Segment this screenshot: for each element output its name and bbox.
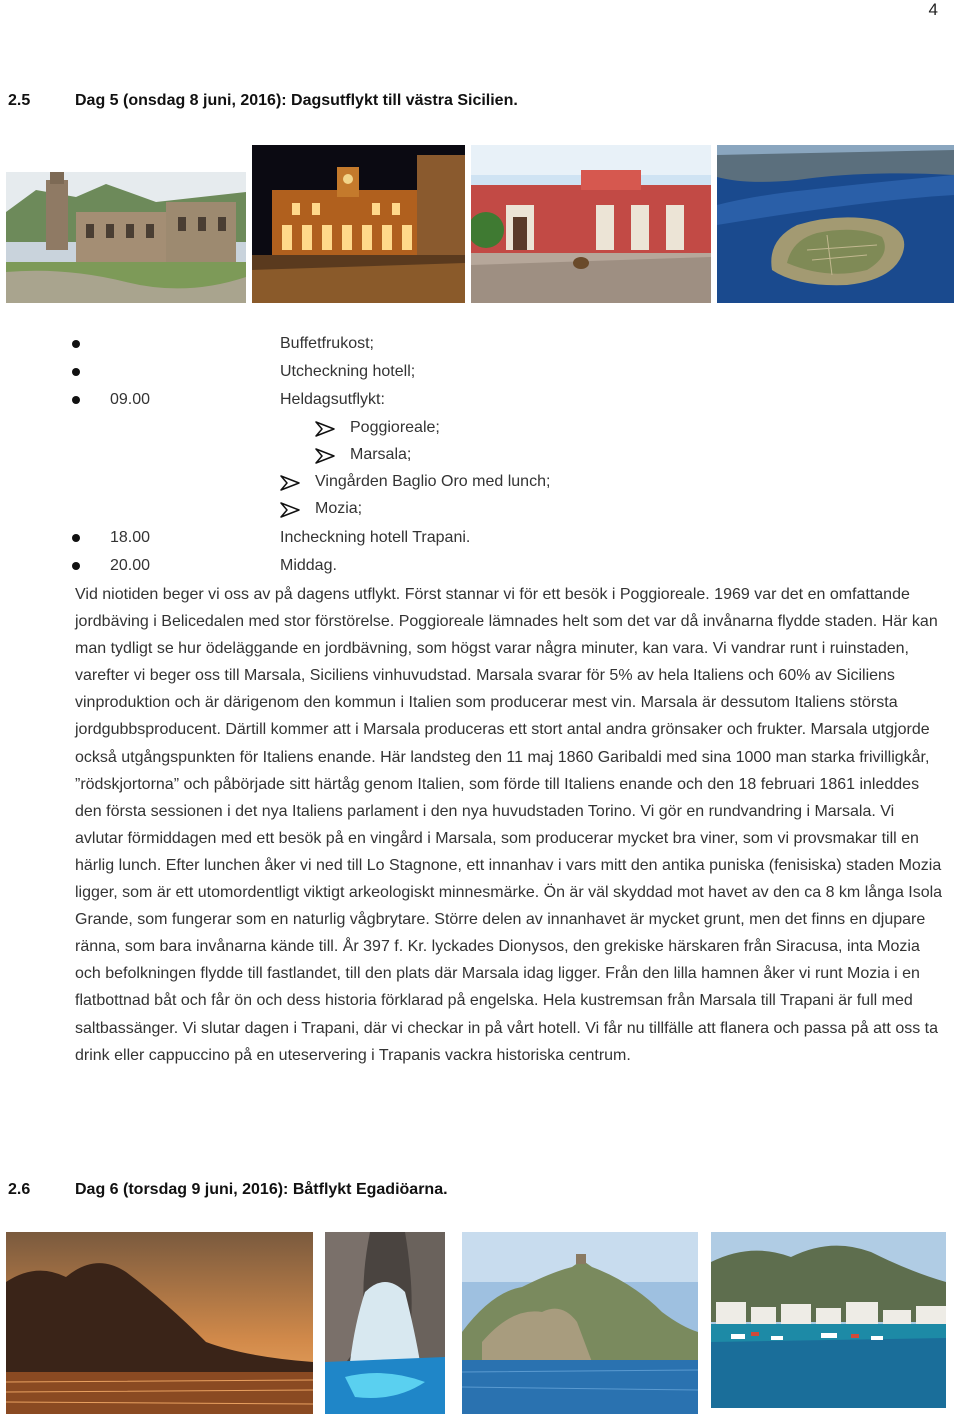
photo-winery-baglio-oro (471, 145, 711, 303)
bullet-icon (72, 368, 80, 376)
photo-sunset-island (6, 1232, 313, 1414)
section-heading-2-5 (8, 92, 518, 110)
bullet-icon (72, 534, 80, 542)
schedule-desc: Incheckning hotell Trapani. (280, 529, 471, 546)
section-number: 2.5 (8, 92, 31, 109)
excursion-stop-label: Poggioreale; (350, 419, 440, 436)
photo-harbor-village (711, 1232, 946, 1408)
arrow-bullet-icon (280, 502, 300, 518)
arrow-bullet-icon (315, 448, 335, 464)
schedule-time: 09.00 (110, 391, 151, 408)
schedule-item (0, 336, 960, 362)
schedule-item (0, 364, 960, 390)
section-title: Dag 5 (onsdag 8 juni, 2016): Dagsutflykt till västra Sicilien. (75, 92, 518, 109)
excursion-stop-label: Vingården Baglio Oro med lunch; (315, 473, 551, 490)
section-title: Dag 6 (torsdag 9 juni, 2016): Båtflykt Egadiöarna. (75, 1181, 448, 1198)
photo-poggioreale-ruins (6, 172, 246, 303)
bullet-icon (72, 562, 80, 570)
schedule-desc: Utcheckning hotell; (280, 363, 416, 380)
photo-coastal-cliff-castle (462, 1232, 698, 1414)
excursion-stop-label: Mozia; (315, 500, 363, 517)
photo-mozia-island-aerial (717, 145, 954, 303)
arrow-bullet-icon (280, 475, 300, 491)
day-description: Vid niotiden beger vi oss av på dagens utflykt. Först stannar vi för ett besök i Poggioreale. 1969 var det en omfattande jordbäving i Belicedalen med stor förstörelse. Poggioreale lämnades helt som det var då invånarna flydde staden. Här kan man tydligt se hur ödeläggande en jordbävning, som högst varar några minuter, kan vara. Vi vandrar runt i ruinstaden, varefter vi beger oss till Marsala, Siciliens vinhuvudstad. Marsala svarar för 5% av hela Italiens och 60% av Siciliens vinproduktion och är därigenom den kommun i Italien som producerar mest vin. Marsala är dessutom Italiens största jordgubbsproducent. Därtill kommer att i Marsala produceras ett stort antal andra grönsaker och frukter. Marsala utgjorde också utgångspunkten för Italiens enande. Här landsteg den 11 maj 1860 Garibaldi med sina 1000 man starka frivilligkår, ”rödskjortorna” och påbörjade sitt härtåg genom Italien, som förde till Italiens enande och den 18 februari 1861 inleddes den första sessionen i det nya Italiens parlament i den nya huvudstaden Torino. Vi gör en rundvandring i Marsala. Vi avlutar förmiddagen med ett besök på en vingård i Marsala, som producerar mycket bra viner, som vi provsmakar till en härlig lunch. Efter lunchen åker vi ned till Lo Stagnone, ett innanhav i vars mitt den antika puniska (fenisiska) staden Mozia ligger, som är ett utomordentligt viktigt arkeologiskt minnesmärke. Ön är väl skyddad mot havet av den ca 8 km långa Isola Grande, som fungerar som en naturlig vågbrytare. Större delen av innanhavet är mycket grunt, men det finns en djupare ränna, som bara invånarna kände till. År 397 f. Kr. lyckades Dionysos, den grekiske härskaren från Siracusa, inta Mozia och befolkningen flydde till fastlandet, till den plats där Marsala idag ligger. Från den lilla hamnen åker vi runt Mozia i en flatbottnad båt och får ön och dess historia förklarad på engelska. Hela kustremsan från Marsala till Trapani är full med saltbassänger. Vi slutar dagen i Trapani, där vi checkar in på vårt hotell. Vi får nu tillfälle att flanera och passa på att oss ta drink eller cappuccino på en uteservering i Trapanis vackra historiska centrum. (75, 586, 943, 1064)
schedule-desc: Buffetfrukost; (280, 335, 374, 352)
photo-marsala-square-night (252, 145, 465, 303)
page-number: 4 (928, 0, 938, 19)
excursion-stop-label: Marsala; (350, 446, 412, 463)
section-heading-2-6 (8, 1181, 448, 1199)
schedule-time: 18.00 (110, 529, 151, 546)
bullet-icon (72, 396, 80, 404)
schedule-item (0, 392, 960, 418)
photo-sea-cave (325, 1232, 445, 1414)
schedule-item (0, 530, 960, 556)
bullet-icon (72, 340, 80, 348)
schedule-desc: Middag. (280, 557, 337, 574)
section-number: 2.6 (8, 1181, 31, 1198)
schedule-desc: Heldagsutflykt: (280, 391, 385, 408)
arrow-bullet-icon (315, 421, 335, 437)
schedule-time: 20.00 (110, 557, 151, 574)
